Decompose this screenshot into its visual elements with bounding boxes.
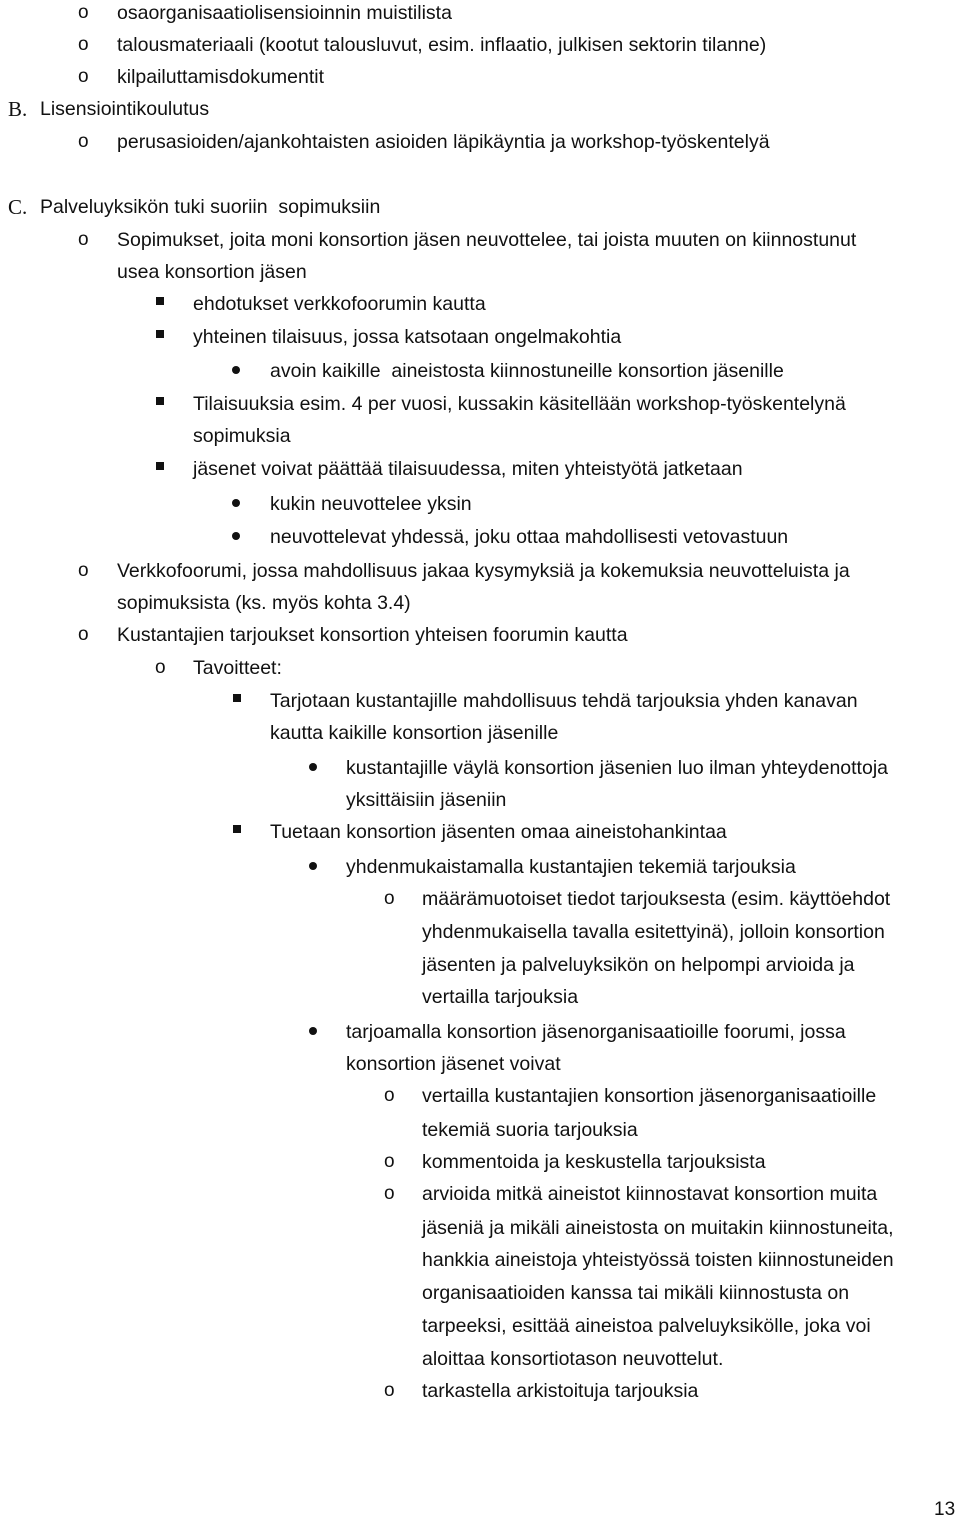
list-item: jäsenet voivat päättää tilaisuudessa, miten yhteistyötä jatketaan: [193, 458, 743, 480]
list-item: kilpailuttamisdokumentit: [117, 66, 325, 88]
list-item: Tuetaan konsortion jäsenten omaa aineistohankintaa: [270, 821, 727, 843]
page-number: 13: [934, 1499, 956, 1520]
list-marker-o: o: [78, 131, 89, 152]
list-item: yhdenmukaistamalla kustantajien tekemiä tarjouksia: [346, 856, 796, 878]
list-item-continuation: hankkia aineistoja yhteistyössä toisten kiinnostuneiden: [422, 1249, 894, 1271]
list-item: avoin kaikille aineistosta kiinnostuneille konsortion jäsenille: [270, 360, 784, 382]
list-item: osaorganisaatiolisensioinnin muistilista: [117, 2, 452, 24]
list-item-continuation: aloittaa konsortiotason neuvottelut.: [422, 1348, 724, 1370]
section-heading: Palveluyksikön tuki suoriin sopimuksiin: [40, 196, 381, 218]
list-item-continuation: yksittäisiin jäseniin: [346, 789, 507, 811]
list-item: tarjoamalla konsortion jäsenorganisaatioille foorumi, jossa: [346, 1021, 846, 1043]
square-bullet-icon: [233, 825, 241, 833]
list-item: Kustantajien tarjoukset konsortion yhteisen foorumin kautta: [117, 624, 628, 646]
dot-bullet-icon: [309, 763, 317, 771]
list-item-continuation: vertailla tarjouksia: [422, 986, 579, 1008]
list-marker-o: o: [78, 624, 89, 645]
dot-bullet-icon: [309, 862, 317, 870]
list-item: talousmateriaali (kootut talousluvut, esim. inflaatio, julkisen sektorin tilanne): [117, 34, 767, 56]
list-item-continuation: organisaatioiden kanssa tai mikäli kiinnostusta on: [422, 1282, 850, 1304]
list-item: Verkkofoorumi, jossa mahdollisuus jakaa kysymyksiä ja kokemuksia neuvotteluista ja: [117, 560, 850, 582]
list-marker-o: o: [384, 888, 395, 909]
dot-bullet-icon: [232, 499, 240, 507]
list-item: Tarjotaan kustantajille mahdollisuus tehdä tarjouksia yhden kanavan: [270, 690, 858, 712]
list-item-continuation: konsortion jäsenet voivat: [346, 1053, 561, 1075]
list-item: kommentoida ja keskustella tarjouksista: [422, 1151, 766, 1173]
square-bullet-icon: [233, 694, 241, 702]
square-bullet-icon: [156, 297, 164, 305]
section-letter-c: C.: [8, 195, 28, 219]
list-item: yhteinen tilaisuus, jossa katsotaan ongelmakohtia: [193, 326, 622, 348]
list-marker-o: o: [384, 1151, 395, 1172]
list-marker-o: o: [384, 1085, 395, 1106]
square-bullet-icon: [156, 330, 164, 338]
list-item-continuation: sopimuksista (ks. myös kohta 3.4): [117, 592, 411, 614]
list-item: tarkastella arkistoituja tarjouksia: [422, 1380, 699, 1402]
list-item-continuation: tekemiä suoria tarjouksia: [422, 1119, 638, 1141]
list-item: Tavoitteet:: [193, 657, 282, 679]
list-item: kustantajille väylä konsortion jäsenien luo ilman yhteydenottoja: [346, 757, 888, 779]
list-marker-o: o: [155, 657, 166, 678]
list-marker-o: o: [78, 66, 89, 87]
square-bullet-icon: [156, 397, 164, 405]
section-letter-b: B.: [8, 97, 28, 121]
dot-bullet-icon: [232, 532, 240, 540]
list-item-continuation: kautta kaikille konsortion jäsenille: [270, 722, 559, 744]
list-item-continuation: jäseniä ja mikäli aineistosta on muitakin kiinnostuneita,: [422, 1217, 894, 1239]
list-item: vertailla kustantajien konsortion jäsenorganisaatioille: [422, 1085, 877, 1107]
list-item: arvioida mitkä aineistot kiinnostavat konsortion muita: [422, 1183, 878, 1205]
dot-bullet-icon: [232, 366, 240, 374]
list-item-continuation: sopimuksia: [193, 425, 291, 447]
list-marker-o: o: [78, 229, 89, 250]
list-item: Sopimukset, joita moni konsortion jäsen neuvottelee, tai joista muuten on kiinnostunut: [117, 229, 857, 251]
list-item-continuation: tarpeeksi, esittää aineistoa palveluyksikölle, joka voi: [422, 1315, 871, 1337]
list-item: perusasioiden/ajankohtaisten asioiden läpikäyntia ja workshop-työskentelyä: [117, 131, 770, 153]
list-marker-o: o: [78, 560, 89, 581]
list-item: neuvottelevat yhdessä, joku ottaa mahdollisesti vetovastuun: [270, 526, 789, 548]
section-heading: Lisensiointikoulutus: [40, 98, 210, 120]
list-marker-o: o: [384, 1183, 395, 1204]
list-marker-o: o: [384, 1380, 395, 1401]
list-item: kukin neuvottelee yksin: [270, 493, 472, 515]
list-item-continuation: jäsenten ja palveluyksikön on helpompi arvioida ja: [422, 954, 855, 976]
square-bullet-icon: [156, 462, 164, 470]
list-item-continuation: yhdenmukaisella tavalla esitettyinä), jolloin konsortion: [422, 921, 885, 943]
list-item-continuation: usea konsortion jäsen: [117, 261, 307, 283]
list-item: ehdotukset verkkofoorumin kautta: [193, 293, 486, 315]
dot-bullet-icon: [309, 1027, 317, 1035]
list-item: määrämuotoiset tiedot tarjouksesta (esim. käyttöehdot: [422, 888, 891, 910]
list-marker-o: o: [78, 2, 89, 23]
list-item: Tilaisuuksia esim. 4 per vuosi, kussakin käsitellään workshop-työskentelynä: [193, 393, 846, 415]
list-marker-o: o: [78, 34, 89, 55]
